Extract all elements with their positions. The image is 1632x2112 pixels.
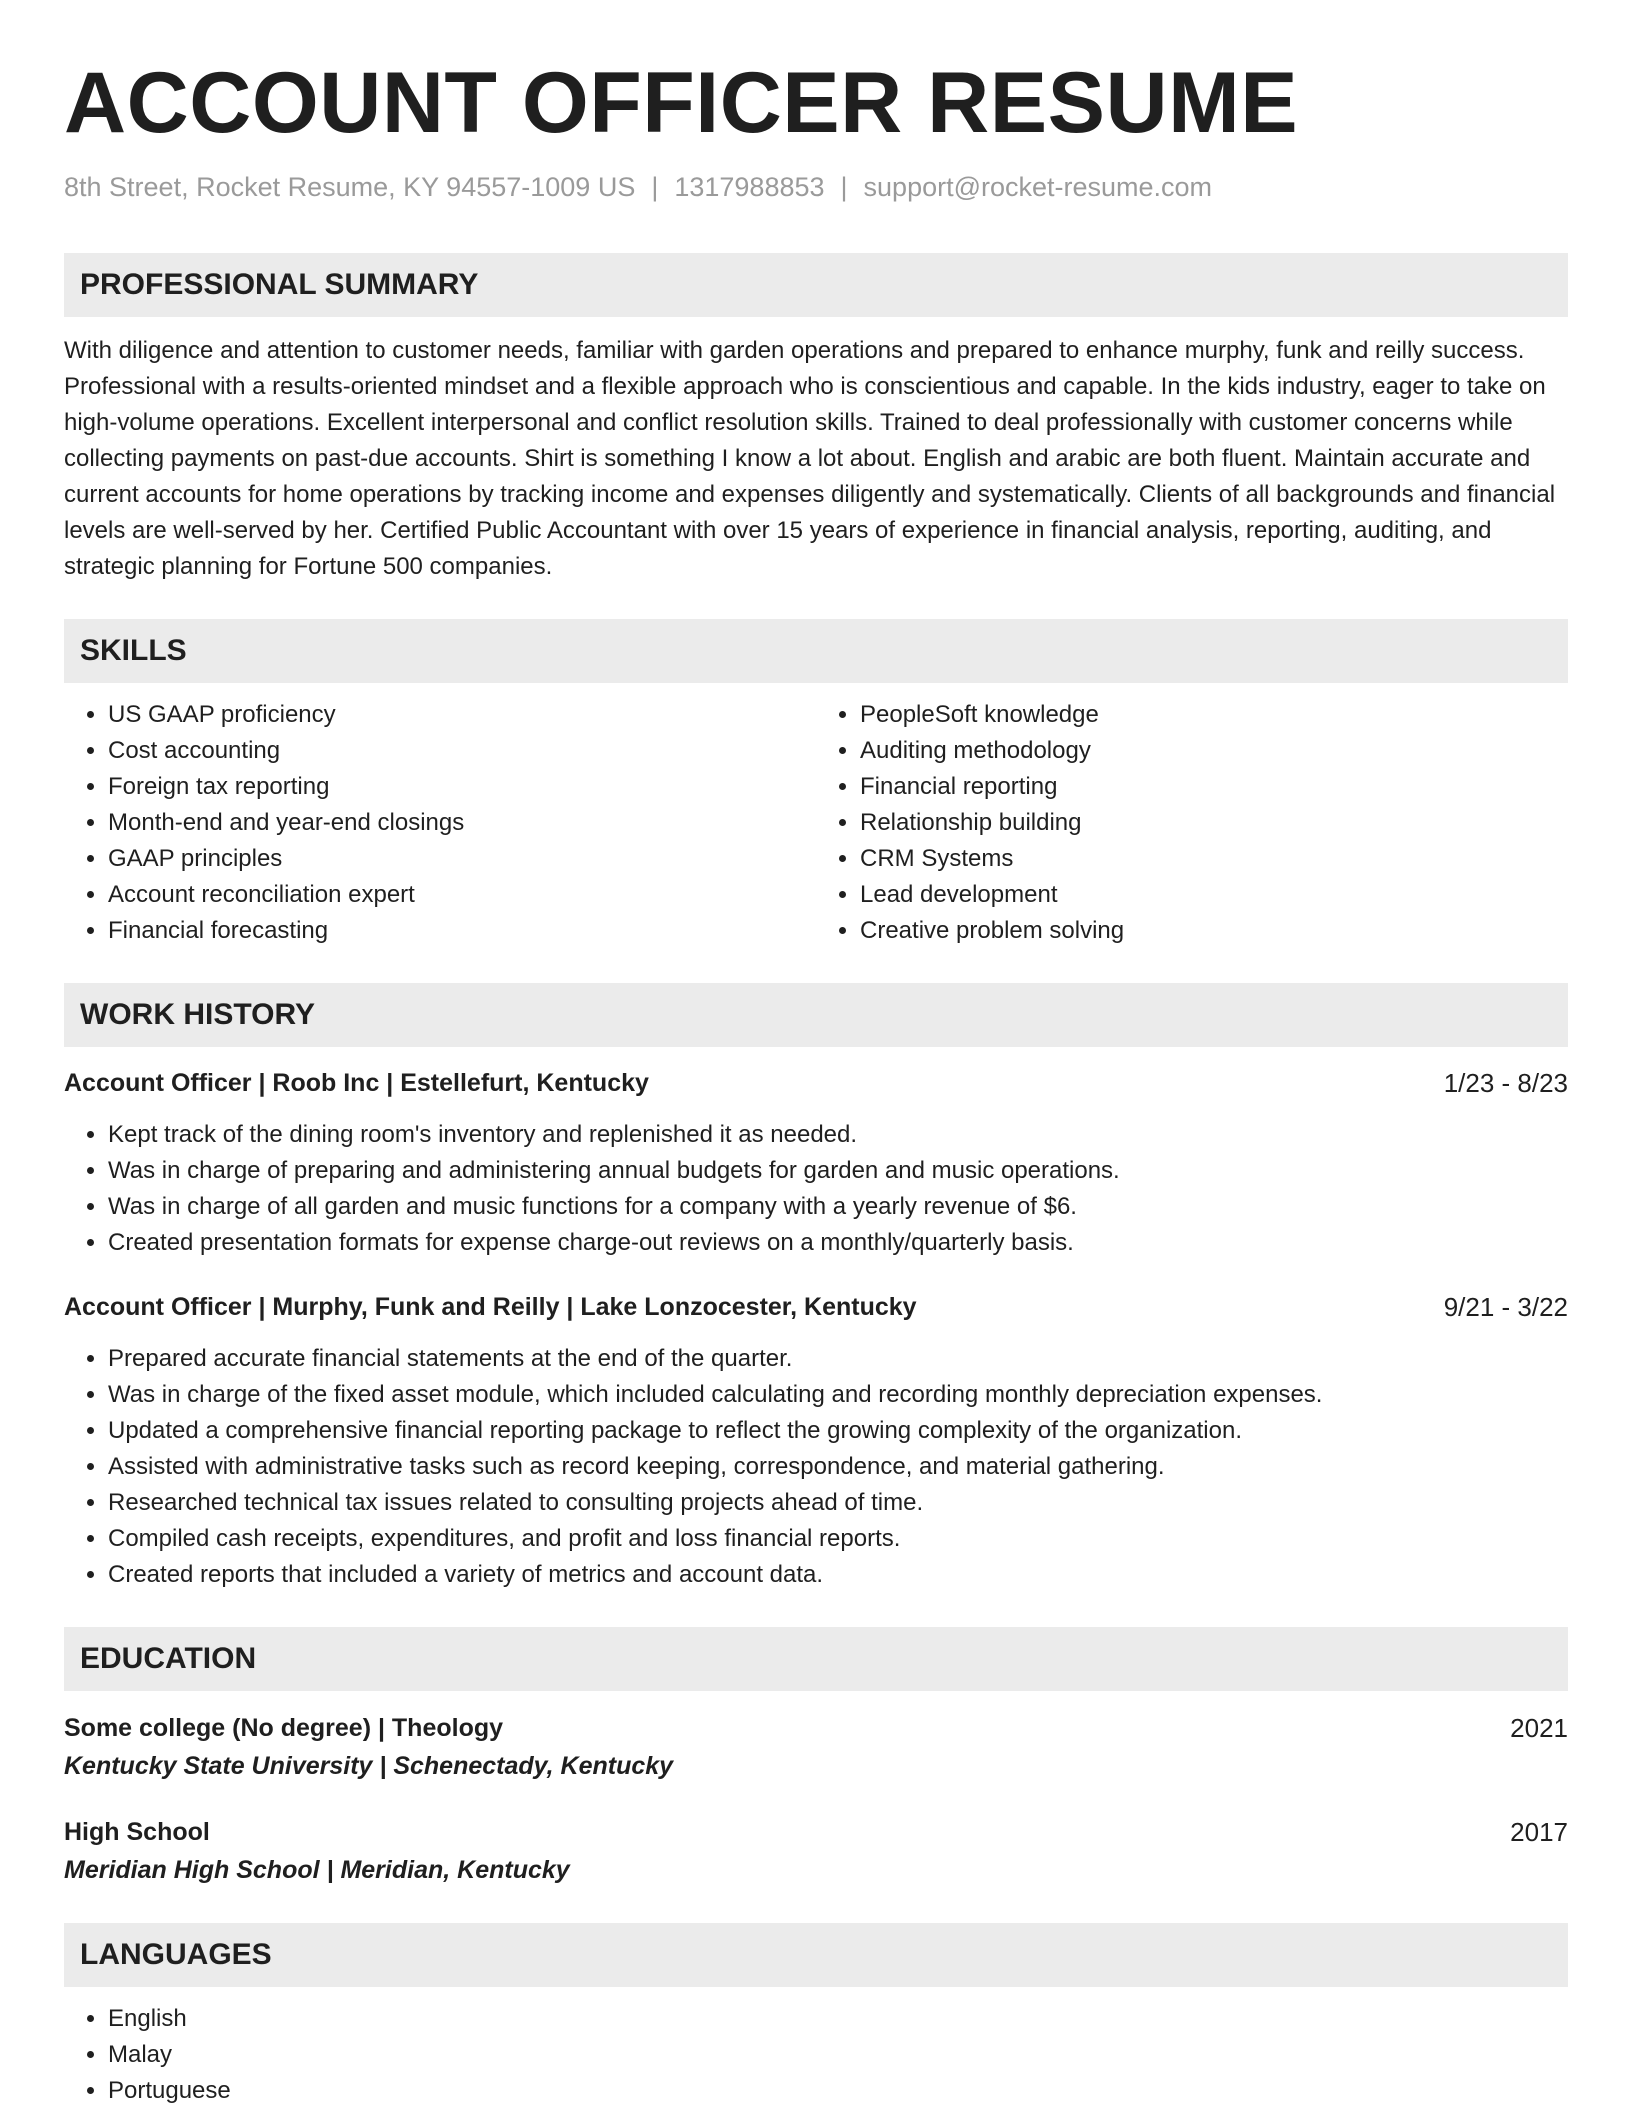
contact-separator: | <box>840 171 848 202</box>
section-header-work-history: WORK HISTORY <box>64 983 1568 1047</box>
skill-item: • GAAP principles <box>108 841 816 877</box>
education-year: 2017 <box>1510 1816 1568 1847</box>
education-header <box>64 1813 1568 1851</box>
skill-item: • Creative problem solving <box>860 913 1568 949</box>
job-bullet: • Was in charge of preparing and administering annual budgets for garden and music operations. <box>108 1153 1568 1189</box>
skill-item: • Auditing methodology <box>860 733 1568 769</box>
education-entry <box>64 1709 1568 1785</box>
job-dates: 1/23 - 8/23 <box>1443 1067 1568 1098</box>
section-header-education: EDUCATION <box>64 1627 1568 1691</box>
job-bullet: • Compiled cash receipts, expenditures, and profit and loss financial reports. <box>108 1521 1568 1557</box>
job-bullets <box>64 1341 1568 1593</box>
skill-item: • Lead development <box>860 877 1568 913</box>
skills-list <box>64 697 1568 949</box>
job-dates: 9/21 - 3/22 <box>1443 1291 1568 1322</box>
contact-phone: 1317988853 <box>674 171 825 202</box>
skill-item: • Month-end and year-end closings <box>108 805 816 841</box>
job-bullet: • Was in charge of the fixed asset module, which included calculating and recording monthly depreciation expenses. <box>108 1377 1568 1413</box>
section-header-skills: SKILLS <box>64 619 1568 683</box>
job-bullet: • Prepared accurate financial statements at the end of the quarter. <box>108 1341 1568 1377</box>
contact-line <box>64 171 1568 203</box>
skill-item: • Financial forecasting <box>108 913 816 949</box>
job-header <box>64 1289 1568 1325</box>
education-school: Meridian High School | Meridian, Kentucky <box>64 1855 570 1884</box>
job-entry <box>64 1065 1568 1261</box>
job-bullet: • Created reports that included a variety of metrics and account data. <box>108 1557 1568 1593</box>
job-entry <box>64 1289 1568 1593</box>
skill-item: • Cost accounting <box>108 733 816 769</box>
skills-column-left <box>64 697 816 949</box>
job-bullet: • Was in charge of all garden and music functions for a company with a yearly revenue of $6. <box>108 1189 1568 1225</box>
job-bullet: • Kept track of the dining room's inventory and replenished it as needed. <box>108 1117 1568 1153</box>
language-item: • English <box>108 2001 1568 2037</box>
resume-title: ACCOUNT OFFICER RESUME <box>64 55 1299 151</box>
language-item: • Portuguese <box>108 2073 1568 2109</box>
section-header-summary: PROFESSIONAL SUMMARY <box>64 253 1568 317</box>
skills-column-right <box>816 697 1568 949</box>
section-header-languages: LANGUAGES <box>64 1923 1568 1987</box>
job-bullet: • Updated a comprehensive financial reporting package to reflect the growing complexity of the organization. <box>108 1413 1568 1449</box>
job-bullet: • Researched technical tax issues related to consulting projects ahead of time. <box>108 1485 1568 1521</box>
skill-item: • CRM Systems <box>860 841 1568 877</box>
skill-item: • US GAAP proficiency <box>108 697 816 733</box>
contact-address: 8th Street, Rocket Resume, KY 94557-1009 US <box>64 171 636 202</box>
job-title: Account Officer | Murphy, Funk and Reilly | Lake Lonzocester, Kentucky <box>64 1292 917 1321</box>
skill-item: • Account reconciliation expert <box>108 877 816 913</box>
skill-item: • Foreign tax reporting <box>108 769 816 805</box>
skill-item: • PeopleSoft knowledge <box>860 697 1568 733</box>
job-title: Account Officer | Roob Inc | Estellefurt, Kentucky <box>64 1068 649 1097</box>
job-bullet: • Assisted with administrative tasks such as record keeping, correspondence, and material gathering. <box>108 1449 1568 1485</box>
skill-item: • Relationship building <box>860 805 1568 841</box>
job-header <box>64 1065 1568 1101</box>
job-bullets <box>64 1117 1568 1261</box>
education-degree: High School <box>64 1817 210 1846</box>
skill-item: • Financial reporting <box>860 769 1568 805</box>
job-bullet: • Created presentation formats for expense charge-out reviews on a monthly/quarterly basis. <box>108 1225 1568 1261</box>
education-entry <box>64 1813 1568 1889</box>
education-header <box>64 1709 1568 1747</box>
education-degree: Some college (No degree) | Theology <box>64 1713 504 1742</box>
languages-list <box>64 2001 1568 2109</box>
education-year: 2021 <box>1510 1712 1568 1743</box>
summary-text: With diligence and attention to customer needs, familiar with garden operations and prepared to enhance murphy, funk and reilly success. Professional with a results-oriented mindset and a flexible approach who is conscientious and capable. In the kids industry, eager to take on high-volume operations. Excellent interpersonal and conflict resolution skills. Trained to deal professionally with customer concerns while collecting payments on past-due accounts. Shirt is something I know a lot about. English and arabic are both fluent. Maintain accurate and current accounts for home operations by tracking income and expenses diligently and systematically. Clients of all backgrounds and financial levels are well-served by her. Certified Public Accountant with over 15 years of experience in financial analysis, reporting, auditing, and strategic planning for Fortune 500 companies. <box>64 336 1556 580</box>
education-school: Kentucky State University | Schenectady, Kentucky <box>64 1751 674 1780</box>
contact-separator: | <box>651 171 659 202</box>
contact-email[interactable]: support@rocket-resume.com <box>863 171 1213 202</box>
language-item: • Malay <box>108 2037 1568 2073</box>
